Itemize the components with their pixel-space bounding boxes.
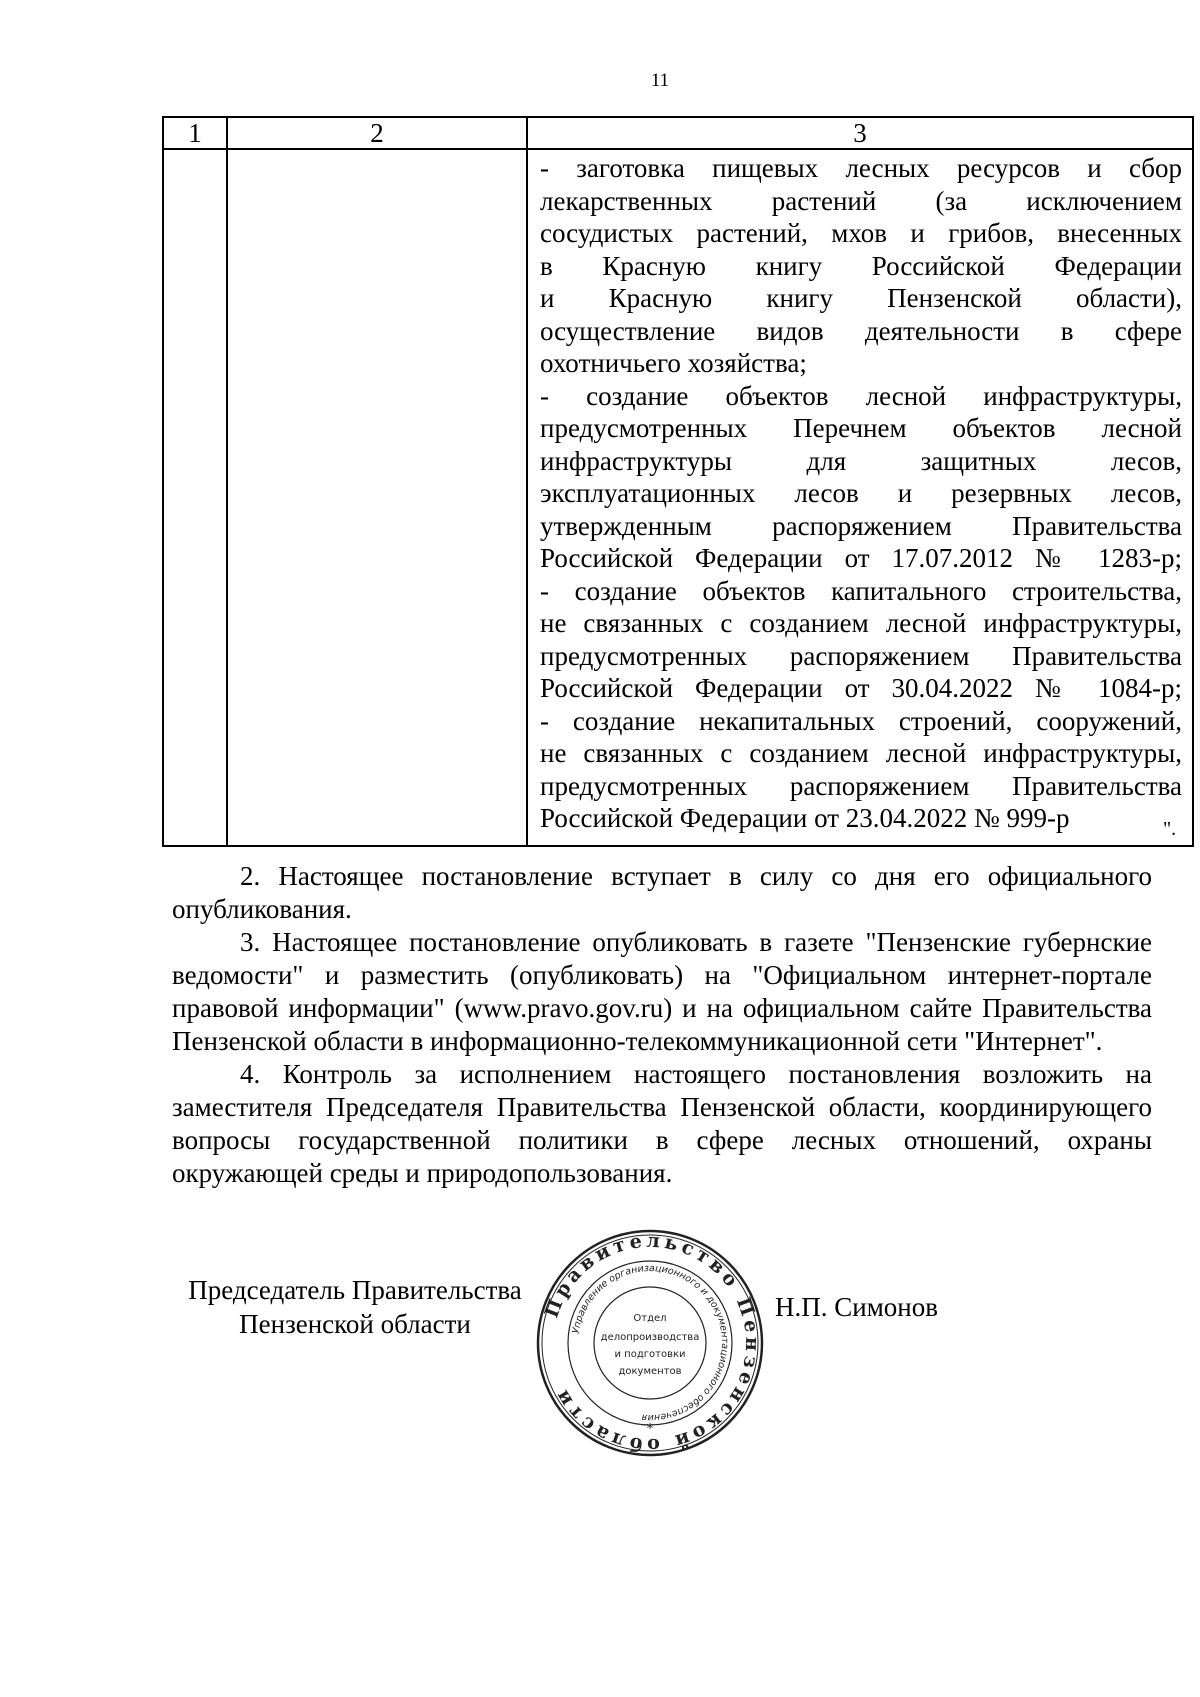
cell-text-line: предусмотренных распоряжением Правительства	[540, 770, 1182, 801]
cell-text-line: в Красную книгу Российской Федерации	[540, 250, 1182, 281]
table-cell-col-1	[163, 149, 227, 846]
cell-text-line: - создание объектов лесной инфраструктуры,	[540, 380, 1182, 411]
cell-text-line: инфраструктуры для защитных лесов,	[540, 445, 1182, 476]
signer-title-line-1: Председатель Правительства	[188, 1275, 522, 1305]
cell-text-line: предусмотренных Перечнем объектов лесной	[540, 413, 1182, 443]
table-cell-col-3	[527, 149, 1193, 846]
cell-text-line: Российской Федерации от 23.04.2022 № 999-р	[540, 803, 1070, 833]
signer-title	[170, 1273, 540, 1341]
stamp-outer-text: Правительство Пензенской области	[540, 1229, 764, 1457]
paragraph-4: 4. Контроль за исполнением настоящего постановления возложить на заместителя Председателя Правительства Пензенской области, координирующего вопросы государственной политики в сфере лесных отношений, охраны окружающей среды и природопользования.	[172, 1059, 1152, 1188]
cell-text-line: охотничьего хозяйства;	[540, 348, 807, 378]
main-table	[162, 116, 1194, 847]
official-stamp	[535, 1228, 765, 1458]
cell-text-line: осуществление видов деятельности в сфере	[540, 315, 1182, 346]
stamp-center-line-2: делопроизводства	[600, 1332, 700, 1343]
paragraph-2: 2. Настоящее постановление вступает в силу со дня его официального опубликования.	[172, 861, 1152, 924]
table-header-col-3: 3	[527, 117, 1193, 149]
cell-text-line: - заготовка пищевых лесных ресурсов и сбор	[540, 153, 1182, 183]
cell-text-line: и Красную книгу Пензенской области),	[540, 283, 1182, 313]
closing-quote: ".	[1163, 818, 1177, 840]
cell-text-line: предусмотренных распоряжением Правительства	[540, 640, 1182, 671]
stamp-center-line-4: документов	[618, 1366, 682, 1377]
table-header-row	[163, 117, 1193, 149]
stamp-center-line-3: и подготовки	[614, 1349, 686, 1360]
stamp-star-icon: *	[646, 1421, 654, 1437]
cell-text-line: эксплуатационных лесов и резервных лесов,	[540, 478, 1182, 508]
page-number: 11	[650, 70, 670, 91]
table-header-col-1: 1	[163, 117, 227, 149]
paragraph-3: 3. Настоящее постановление опубликовать в газете "Пензенские губернские ведомости" и разместить (опубликовать) на "Официальном интернет-портале правовой информации" (www.pravo.gov.ru) и на официальном сайте Правительства Пензенской области в информационно-телекоммуникационной сети "Интернет".	[172, 927, 1152, 1056]
signer-name: Н.П. Симонов	[775, 1292, 938, 1322]
cell-text-line: не связанных с созданием лесной инфраструктуры,	[540, 738, 1182, 768]
stamp-middle-ring	[568, 1261, 732, 1425]
cell-text-line: Российской Федерации от 30.04.2022 № 1084-р;	[540, 673, 1182, 703]
table-cell-col-2	[227, 149, 527, 846]
stamp-inner-ring	[594, 1287, 706, 1399]
stamp-center-line-1: Отдел	[633, 1313, 667, 1324]
table-row	[163, 149, 1193, 846]
cell-text-line: утвержденным распоряжением Правительства	[540, 510, 1182, 541]
cell-text-line: - создание объектов капитального строительства,	[540, 575, 1182, 606]
cell-text-line: лекарственных растений (за исключением	[540, 185, 1182, 216]
signer-title-line-2: Пензенской области	[239, 1309, 471, 1339]
cell-text-line: Российской Федерации от 17.07.2012 № 1283-р;	[540, 543, 1182, 573]
table-header-col-2: 2	[227, 117, 527, 149]
body-paragraphs	[172, 860, 1152, 1190]
cell-text-line: сосудистых растений, мхов и грибов, внесенных	[540, 218, 1182, 248]
stamp-middle-text: Управление организационного и документационного обеспечения	[570, 1262, 731, 1424]
cell-text-line: - создание некапитальных строений, сооружений,	[540, 705, 1182, 736]
cell-text-line: не связанных с созданием лесной инфраструктуры,	[540, 608, 1182, 638]
